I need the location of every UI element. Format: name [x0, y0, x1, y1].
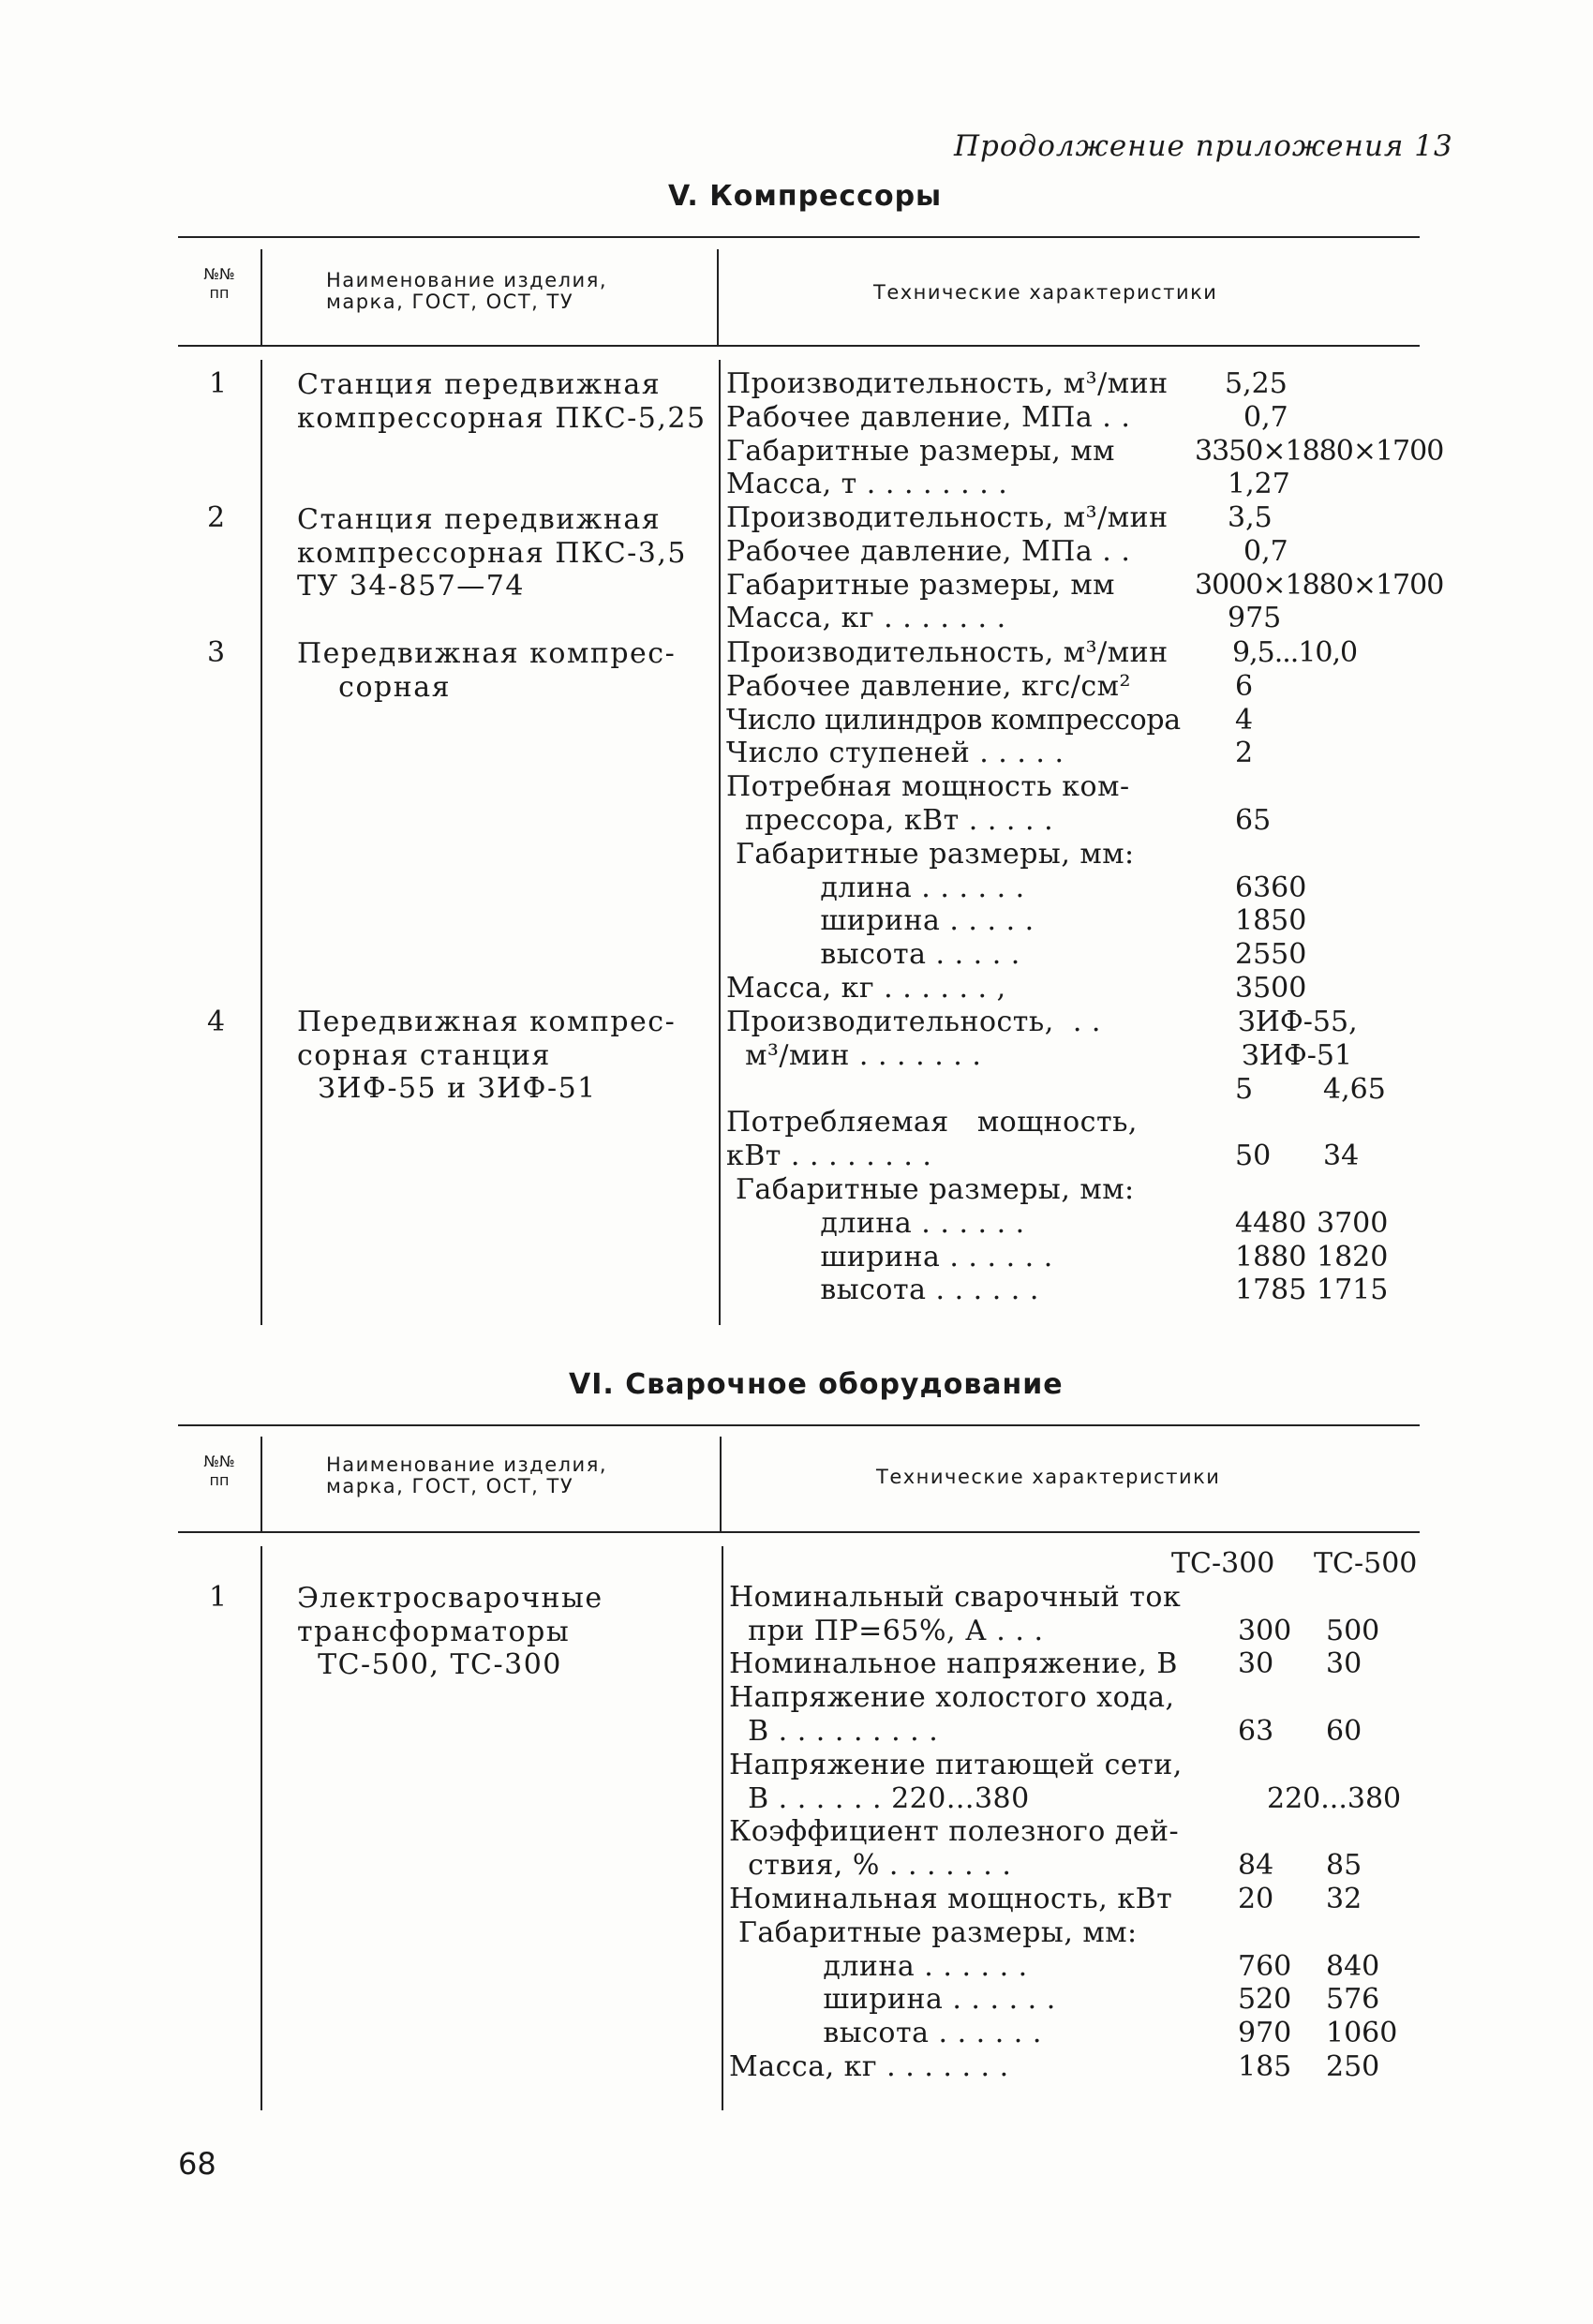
spec-label: ствия, % . . . . . . .: [729, 1849, 1012, 1883]
spec-row: [729, 2050, 1441, 2084]
spec-label: при ПР=65%, А . . .: [729, 1614, 1044, 1647]
column-divider: [720, 1437, 722, 1532]
spec-row: [726, 1039, 1438, 1073]
spec-block: [726, 1006, 1438, 1307]
spec-label: Номинальный сварочный ток: [729, 1580, 1182, 1614]
spec-label: Масса, кг . . . . . . .: [726, 602, 1006, 635]
spec-value: 84: [1238, 1849, 1274, 1883]
spec-value: 300: [1238, 1614, 1292, 1647]
spec-row: [726, 535, 1438, 569]
spec-label: высота . . . . .: [726, 938, 1020, 972]
spec-block: [726, 636, 1438, 1006]
spec-block: [729, 1547, 1441, 2084]
spec-row: [726, 670, 1438, 704]
spec-row: [726, 904, 1438, 938]
spec-label: Масса, кг . . . . . . ,: [726, 971, 1006, 1005]
spec-value: ЗИФ-51: [1242, 1038, 1353, 1072]
spec-label: Производительность, м³/мин: [726, 367, 1169, 400]
spec-label: Габаритные размеры, мм:: [726, 1172, 1135, 1206]
row-number: 3: [207, 636, 226, 669]
spec-value: 34: [1323, 1140, 1360, 1173]
spec-row: [726, 1140, 1438, 1173]
spec-value: 20: [1238, 1882, 1274, 1915]
column-divider: [261, 1546, 262, 2110]
spec-label: Рабочее давление, кгс/см²: [726, 669, 1131, 703]
spec-row: [729, 1916, 1441, 1950]
spec-label: Число ступеней . . . . .: [726, 737, 1064, 770]
spec-value: 220...380: [1267, 1781, 1402, 1815]
spec-row: [726, 838, 1438, 872]
spec-row: [726, 568, 1444, 603]
spec-value: 1,27: [1228, 468, 1290, 501]
section-caption: V. Компрессоры: [668, 180, 943, 213]
item-name: Станция передвижная компрессорная ПКС-3,5 ТУ 34-857—74: [297, 503, 687, 603]
spec-label: м³/мин . . . . . . .: [726, 1038, 982, 1072]
spec-row: [726, 468, 1438, 501]
spec-value: 970: [1238, 2017, 1292, 2050]
spec-value: 3350×1880×1700: [1195, 434, 1444, 468]
spec-label: Номинальное напряжение, В: [729, 1647, 1178, 1681]
column-divider: [261, 1437, 262, 1532]
spec-row: [729, 1615, 1441, 1648]
spec-value: 975: [1228, 602, 1282, 635]
spec-row: [726, 1274, 1438, 1307]
spec-label: В . . . . . . 220...380: [729, 1781, 1030, 1815]
spec-row: [726, 367, 1438, 401]
spec-row: [726, 737, 1438, 770]
column-header-name: Наименование изделия, марка, ГОСТ, ОСТ, ТУ: [326, 1453, 607, 1497]
spec-label: Габаритные размеры, мм:: [729, 1915, 1138, 1949]
spec-label: Напряжение холостого хода,: [729, 1681, 1175, 1715]
spec-row: [726, 501, 1438, 535]
spec-row: [726, 602, 1438, 635]
spec-value: 250: [1326, 2049, 1380, 2083]
spec-value: 840: [1326, 1949, 1380, 1983]
spec-row: [726, 1073, 1438, 1107]
spec-value: 60: [1326, 1714, 1362, 1748]
spec-row: [726, 804, 1438, 838]
item-name: Электросварочные трансформаторы ТС-500, ТС-300: [297, 1582, 603, 1681]
spec-row: [726, 1173, 1438, 1207]
spec-value: 760: [1238, 1949, 1292, 1983]
spec-label: Габаритные размеры, мм: [726, 568, 1116, 602]
spec-value: 85: [1326, 1849, 1362, 1883]
spec-label: В . . . . . . . . .: [729, 1714, 939, 1748]
spec-value: 30: [1238, 1647, 1274, 1681]
row-number: 1: [209, 367, 228, 400]
spec-row: [729, 1782, 1441, 1816]
spec-value: 63: [1238, 1714, 1274, 1748]
spec-value: 2: [1235, 737, 1254, 770]
spec-block: [726, 367, 1444, 501]
spec-value: 65: [1235, 803, 1272, 837]
spec-value: 1820: [1317, 1240, 1389, 1274]
header-bottom-rule: [178, 1531, 1420, 1533]
column-header-number: №№ пп: [203, 265, 235, 302]
spec-label: длина . . . . . .: [726, 871, 1025, 904]
column-divider: [717, 249, 719, 345]
spec-label: Производительность, м³/мин: [726, 501, 1169, 534]
item-name: Передвижная компрес- сорная станция ЗИФ-55 и ЗИФ-51: [297, 1006, 677, 1105]
spec-label: Масса, кг . . . . . . .: [729, 2049, 1009, 2083]
spec-label: длина . . . . . .: [729, 1949, 1028, 1983]
column-divider: [261, 249, 262, 345]
spec-value: 2550: [1235, 938, 1307, 972]
spec-label: ширина . . . . .: [726, 904, 1035, 938]
spec-label: Габаритные размеры, мм:: [726, 837, 1135, 871]
spec-row: [726, 434, 1444, 469]
spec-label: Масса, т . . . . . . . .: [726, 468, 1008, 501]
spec-label: ширина . . . . . .: [729, 1983, 1056, 2017]
spec-value: 1060: [1326, 2017, 1398, 2050]
spec-label: Производительность, м³/мин: [726, 636, 1169, 669]
spec-row: [726, 704, 1438, 737]
row-number: 4: [207, 1006, 226, 1038]
column-divider: [261, 360, 262, 1325]
header-bottom-rule: [178, 345, 1420, 347]
spec-row: [729, 1815, 1441, 1849]
spec-label: прессора, кВт . . . . .: [726, 803, 1054, 837]
spec-value: 1715: [1317, 1274, 1389, 1307]
spec-value: 1880: [1235, 1240, 1307, 1274]
spec-value: 4: [1235, 703, 1254, 737]
spec-label: кВт . . . . . . . .: [726, 1140, 932, 1173]
spec-label: Число цилиндров компрессора: [726, 703, 1181, 737]
spec-row: [726, 1106, 1438, 1140]
spec-label: Напряжение питающей сети,: [729, 1748, 1183, 1781]
spec-value: 3,5: [1228, 501, 1273, 534]
spec-row: [726, 938, 1438, 972]
spec-value: 1850: [1235, 904, 1307, 938]
column-header-specs: Технические характеристики: [873, 281, 1218, 304]
spec-value: 5,25: [1225, 367, 1288, 400]
spec-value: 4,65: [1323, 1072, 1386, 1106]
column-header-specs: Технические характеристики: [876, 1466, 1221, 1488]
spec-value: 500: [1326, 1614, 1380, 1647]
spec-label: высота . . . . . .: [726, 1274, 1039, 1307]
section-caption: VI. Сварочное оборудование: [569, 1368, 1064, 1401]
column-divider: [719, 360, 721, 1325]
item-name: Передвижная компрес- сорная: [297, 637, 677, 704]
spec-row: [729, 1749, 1441, 1782]
row-number: 2: [207, 501, 226, 534]
spec-value: ЗИФ-55,: [1238, 1006, 1358, 1038]
spec-label: Рабочее давление, МПа . .: [726, 534, 1131, 568]
row-number: 1: [209, 1581, 228, 1614]
spec-row: [729, 1681, 1441, 1715]
spec-row: [729, 1983, 1441, 2017]
spec-label: ширина . . . . . .: [726, 1240, 1053, 1274]
spec-row: [726, 636, 1438, 670]
spec-row: [726, 872, 1438, 905]
spec-value: 520: [1238, 1983, 1292, 2017]
column-divider: [722, 1546, 723, 2110]
spec-row: [729, 1883, 1441, 1916]
spec-label: длина . . . . . .: [726, 1206, 1025, 1240]
spec-label: Рабочее давление, МПа . .: [726, 400, 1131, 434]
spec-value: 3500: [1235, 971, 1307, 1005]
item-name: Станция передвижная компрессорная ПКС-5,25: [297, 368, 707, 435]
column-header-number: №№ пп: [203, 1452, 235, 1489]
spec-row: [729, 1849, 1441, 1883]
spec-row: [726, 972, 1438, 1006]
spec-value: 30: [1326, 1647, 1362, 1681]
spec-value: 0,7: [1243, 400, 1288, 434]
spec-label: Коэффициент полезного дей-: [729, 1815, 1180, 1849]
spec-row: [726, 1241, 1438, 1274]
spec-value: 3000×1880×1700: [1195, 568, 1444, 602]
spec-row: [729, 1950, 1441, 1984]
spec-row: [729, 1715, 1441, 1749]
spec-value: 3700: [1317, 1206, 1389, 1240]
spec-value: ТС-300: [1171, 1547, 1275, 1580]
spec-label: высота . . . . . .: [729, 2017, 1042, 2050]
spec-label: Габаритные размеры, мм: [726, 434, 1116, 468]
spec-row: [729, 1547, 1441, 1581]
spec-row: [729, 1581, 1441, 1615]
spec-block: [726, 501, 1444, 635]
spec-value: 32: [1326, 1882, 1362, 1915]
spec-row: [726, 401, 1438, 435]
page-number: 68: [178, 2146, 216, 2182]
spec-value: 185: [1238, 2049, 1292, 2083]
spec-value: 9,5...10,0: [1232, 636, 1358, 669]
spec-value: 4480: [1235, 1206, 1307, 1240]
spec-row: [726, 770, 1438, 804]
column-header-name: Наименование изделия, марка, ГОСТ, ОСТ, ТУ: [326, 269, 607, 313]
table-top-rule: [178, 236, 1420, 238]
spec-row: [729, 2017, 1441, 2050]
spec-value: 0,7: [1243, 534, 1288, 568]
spec-value: 6: [1235, 669, 1254, 703]
spec-value: ТС-500: [1314, 1547, 1418, 1580]
spec-label: Потребляемая мощность,: [726, 1106, 1138, 1140]
spec-label: Потребная мощность ком-: [726, 770, 1130, 804]
spec-value: 576: [1326, 1983, 1380, 2017]
spec-label: Производительность, . .: [726, 1006, 1101, 1038]
running-head: Продолжение приложения 13: [954, 129, 1453, 163]
spec-row: [726, 1207, 1438, 1241]
spec-label: Номинальная мощность, кВт: [729, 1882, 1173, 1915]
spec-value: 50: [1235, 1140, 1272, 1173]
spec-row: [729, 1647, 1441, 1681]
spec-value: 6360: [1235, 871, 1307, 904]
spec-value: 1785: [1235, 1274, 1307, 1307]
spec-row: [726, 1006, 1438, 1039]
table-top-rule: [178, 1424, 1420, 1426]
spec-value: 5: [1235, 1072, 1254, 1106]
